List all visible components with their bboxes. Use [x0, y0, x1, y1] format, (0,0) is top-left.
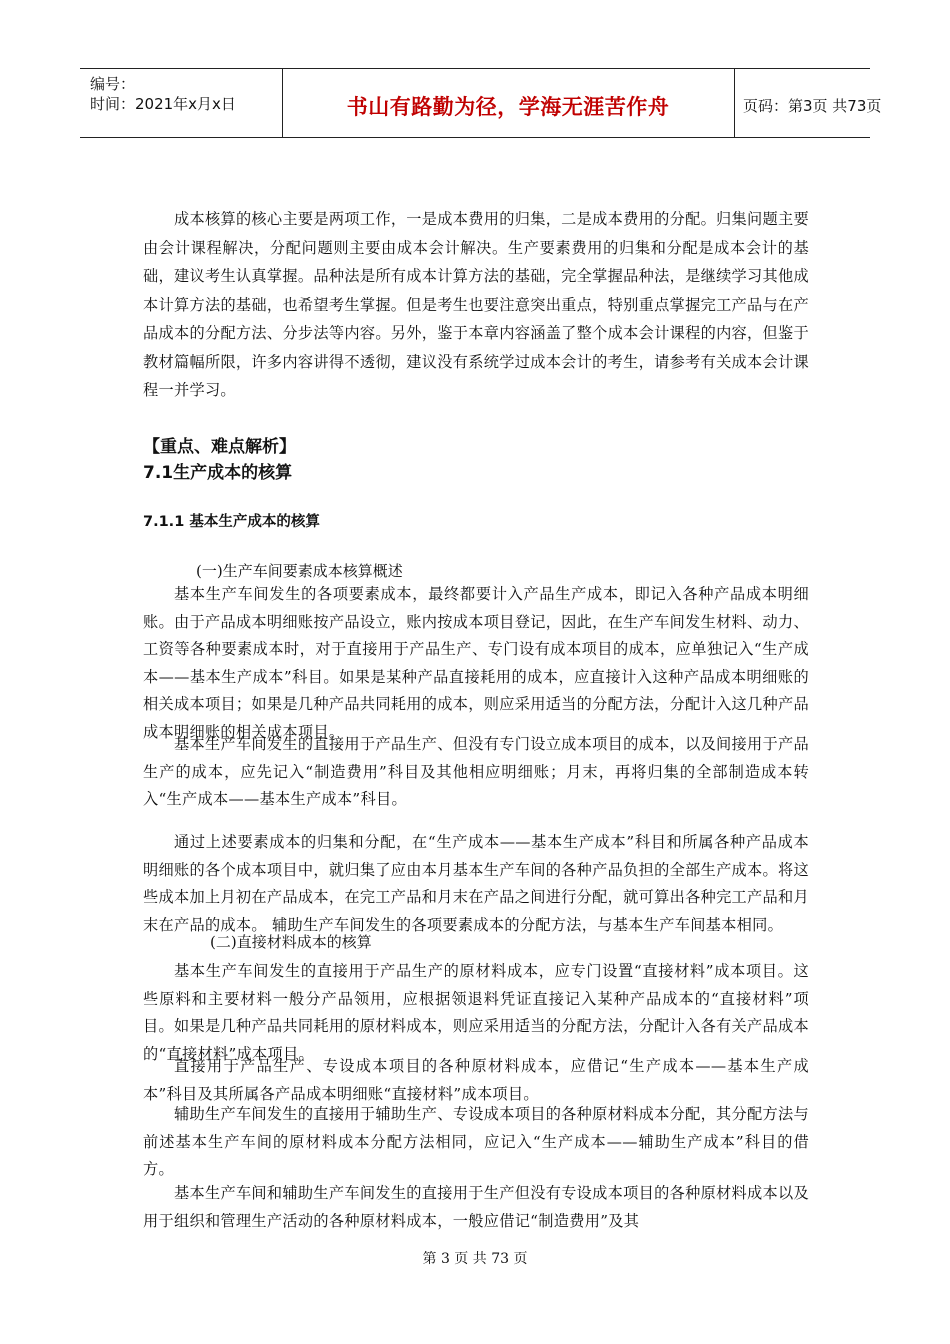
paragraph-2: 基本生产车间发生的直接用于产品生产、但没有专门设立成本项目的成本，以及间接用于产品生产的成本，应先记入“制造费用”科目及其他相应明细账；月末，再将归集的全部制造成本转入“生产成本——基本生产成本”科目。: [143, 735, 809, 808]
document-number-label: 编号：: [90, 75, 136, 93]
header-motto-cell: [282, 69, 735, 137]
header-page-cell: [735, 69, 882, 137]
paragraph-6: 辅助生产车间发生的直接用于辅助生产、专设成本项目的各种原材料成本分配，其分配方法与前述基本生产车间的原材料成本分配方法相同，应记入“生产成本——辅助生产成本”科目的借方。: [143, 1105, 809, 1178]
section-heading: 【重点、难点解析】: [143, 437, 296, 457]
page-footer: 第 3 页 共 73 页: [422, 1251, 528, 1267]
page-header: [80, 68, 882, 138]
subheading-1: (一)生产车间要素成本核算概述: [196, 562, 403, 580]
paragraph-3: 通过上述要素成本的归集和分配，在“生产成本——基本生产成本”科目和所属各种产品成本明细账的各个成本项目中，就归集了应由本月基本生产车间的各种产品负担的全部生产成本。将这些成本加上月初在产品成本，在完工产品和月末在产品之间进行分配，就可算出各种完工产品和月末在产品的成本。 辅助生产车间发生的各项要素成本的分配方法，与基本生产车间基本相同。: [143, 833, 809, 934]
subheading-2: (二)直接材料成本的核算: [210, 933, 372, 951]
subsection-heading: 7.1.1 基本生产成本的核算: [143, 514, 320, 530]
paragraph-5: 直接用于产品生产、专设成本项目的各种原材料成本，应借记“生产成本——基本生产成本”科目及其所属各产品成本明细账“直接材料”成本项目。: [143, 1057, 809, 1103]
paragraph-1: 基本生产车间发生的各项要素成本，最终都要计入产品生产成本，即记入各种产品成本明细账。由于产品成本明细账按产品设立，账内按成本项目登记，因此，在生产车间发生材料、动力、工资等各种要素成本时，对于直接用于产品生产、专门设有成本项目的成本，应单独记入“生产成本——基本生产成本”科目。如果是某种产品直接耗用的成本，应直接计入这种产品成本明细账的相关成本项目；如果是几种产品共同耗用的成本，则应采用适当的分配方法，分配计入这几种产品成本明细账的相关成本项目。: [143, 585, 809, 741]
header-page-info: 页码：第3页 共73页: [743, 97, 882, 115]
paragraph-4: 基本生产车间发生的直接用于产品生产的原材料成本，应专门设置“直接材料”成本项目。这些原料和主要材料一般分产品领用，应根据领退料凭证直接记入某种产品成本的“直接材料”项目。如果是几种产品共同耗用的原材料成本，则应采用适当的分配方法，分配计入各有关产品成本的“直接材料”成本项目。: [143, 962, 809, 1063]
paragraph-7: 基本生产车间和辅助生产车间发生的直接用于生产但没有专设成本项目的各种原材料成本以及用于组织和管理生产活动的各种原材料成本，一般应借记“制造费用”及其: [143, 1184, 809, 1230]
chapter-heading: 7.1生产成本的核算: [143, 463, 293, 483]
document-date: 时间：2021年x月x日: [90, 95, 236, 113]
header-meta-cell: [80, 69, 283, 137]
intro-paragraph: 成本核算的核心主要是两项工作，一是成本费用的归集，二是成本费用的分配。归集问题主要由会计课程解决，分配问题则主要由成本会计解决。生产要素费用的归集和分配是成本会计的基础，建议考生认真掌握。品种法是所有成本计算方法的基础，完全掌握品种法，是继续学习其他成本计算方法的基础，也希望考生掌握。但是考生也要注意突出重点，特别重点掌握完工产品与在产品成本的分配方法、分步法等内容。另外，鉴于本章内容涵盖了整个成本会计课程的内容，但鉴于教材篇幅所限，许多内容讲得不透彻，建议没有系统学过成本会计的考生，请参考有关成本会计课程一并学习。: [143, 210, 809, 399]
header-motto: 书山有路勤为径，学海无涯苦作舟: [346, 95, 670, 119]
